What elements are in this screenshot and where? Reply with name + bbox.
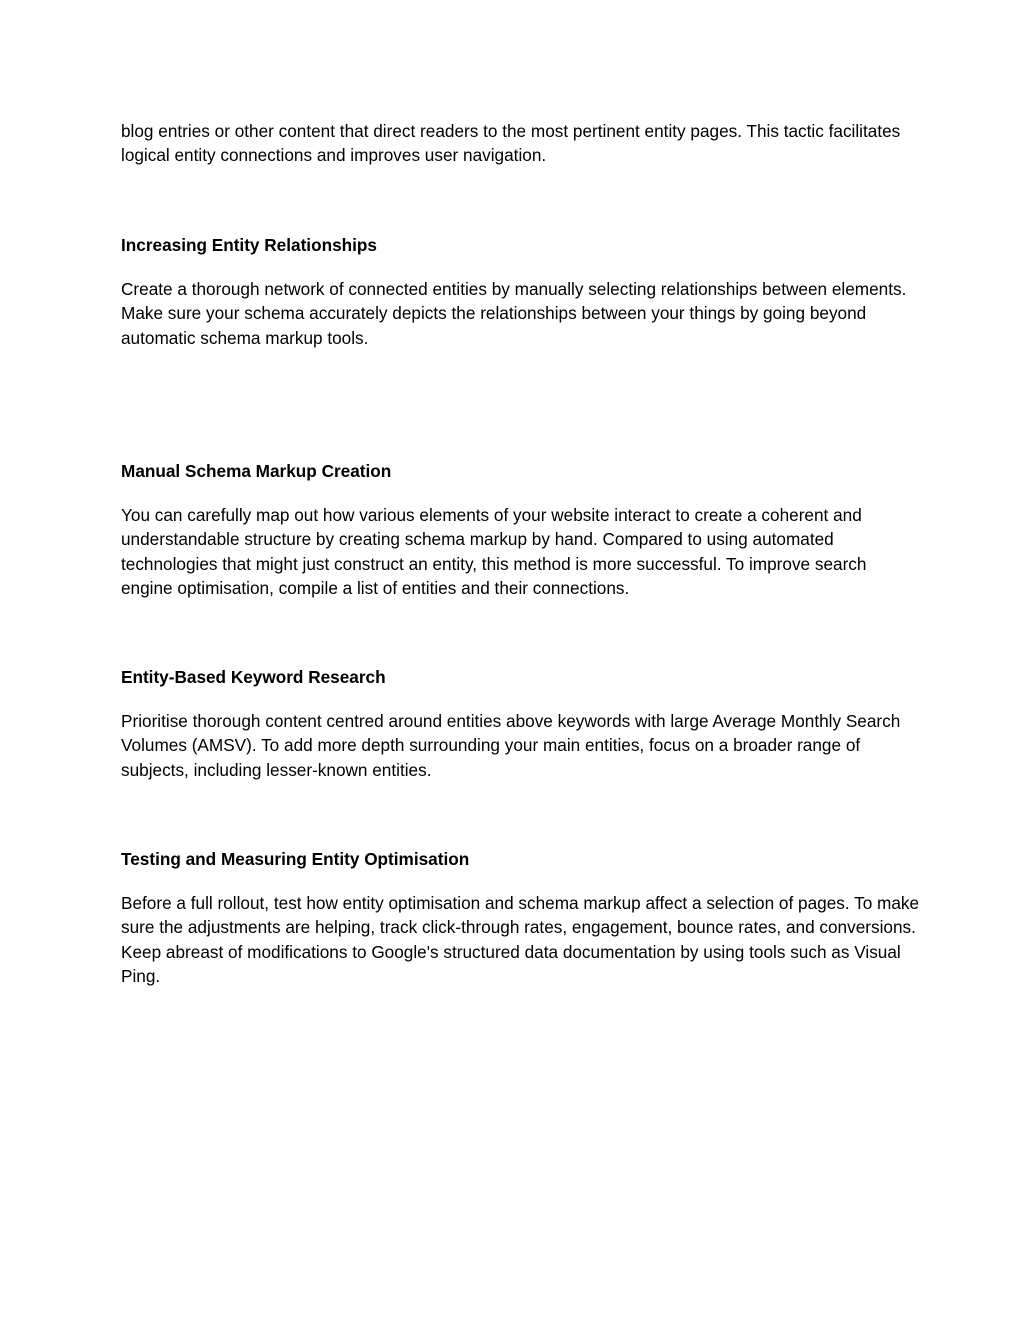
- section-heading-entity-relationships: Increasing Entity Relationships: [121, 235, 377, 255]
- section-body-manual-schema: You can carefully map out how various elements of your website interact to create a coherent and understandable structure by creating schema markup by hand. Compared to using automated technologies that might just construct an entity, this method is more successful. To improve search engine optimisation, compile a list of entities and their connections.: [121, 505, 867, 598]
- section-heading-keyword-research: Entity-Based Keyword Research: [121, 667, 386, 687]
- section-heading-manual-schema: Manual Schema Markup Creation: [121, 461, 392, 481]
- intro-paragraph: blog entries or other content that direct readers to the most pertinent entity pages. This tactic facilitates logical entity connections and improves user navigation.: [121, 121, 901, 166]
- section-body-entity-relationships: Create a thorough network of connected entities by manually selecting relationships between elements. Make sure your schema accurately depicts the relationships between your things by going beyond automatic schema markup tools.: [121, 279, 907, 348]
- section-body-keyword-research: Prioritise thorough content centred around entities above keywords with large Average Monthly Search Volumes (AMSV). To add more depth surrounding your main entities, focus on a broader range of subjects, including lesser-known entities.: [121, 711, 901, 780]
- section-body-testing-measuring: Before a full rollout, test how entity optimisation and schema markup affect a selection of pages. To make sure the adjustments are helping, track click-through rates, engagement, bounce rates, and conversions. Keep abreast of modifications to Google's structured data documentation by using tools such as Visual Ping.: [121, 893, 920, 986]
- section-heading-testing-measuring: Testing and Measuring Entity Optimisation: [121, 849, 470, 869]
